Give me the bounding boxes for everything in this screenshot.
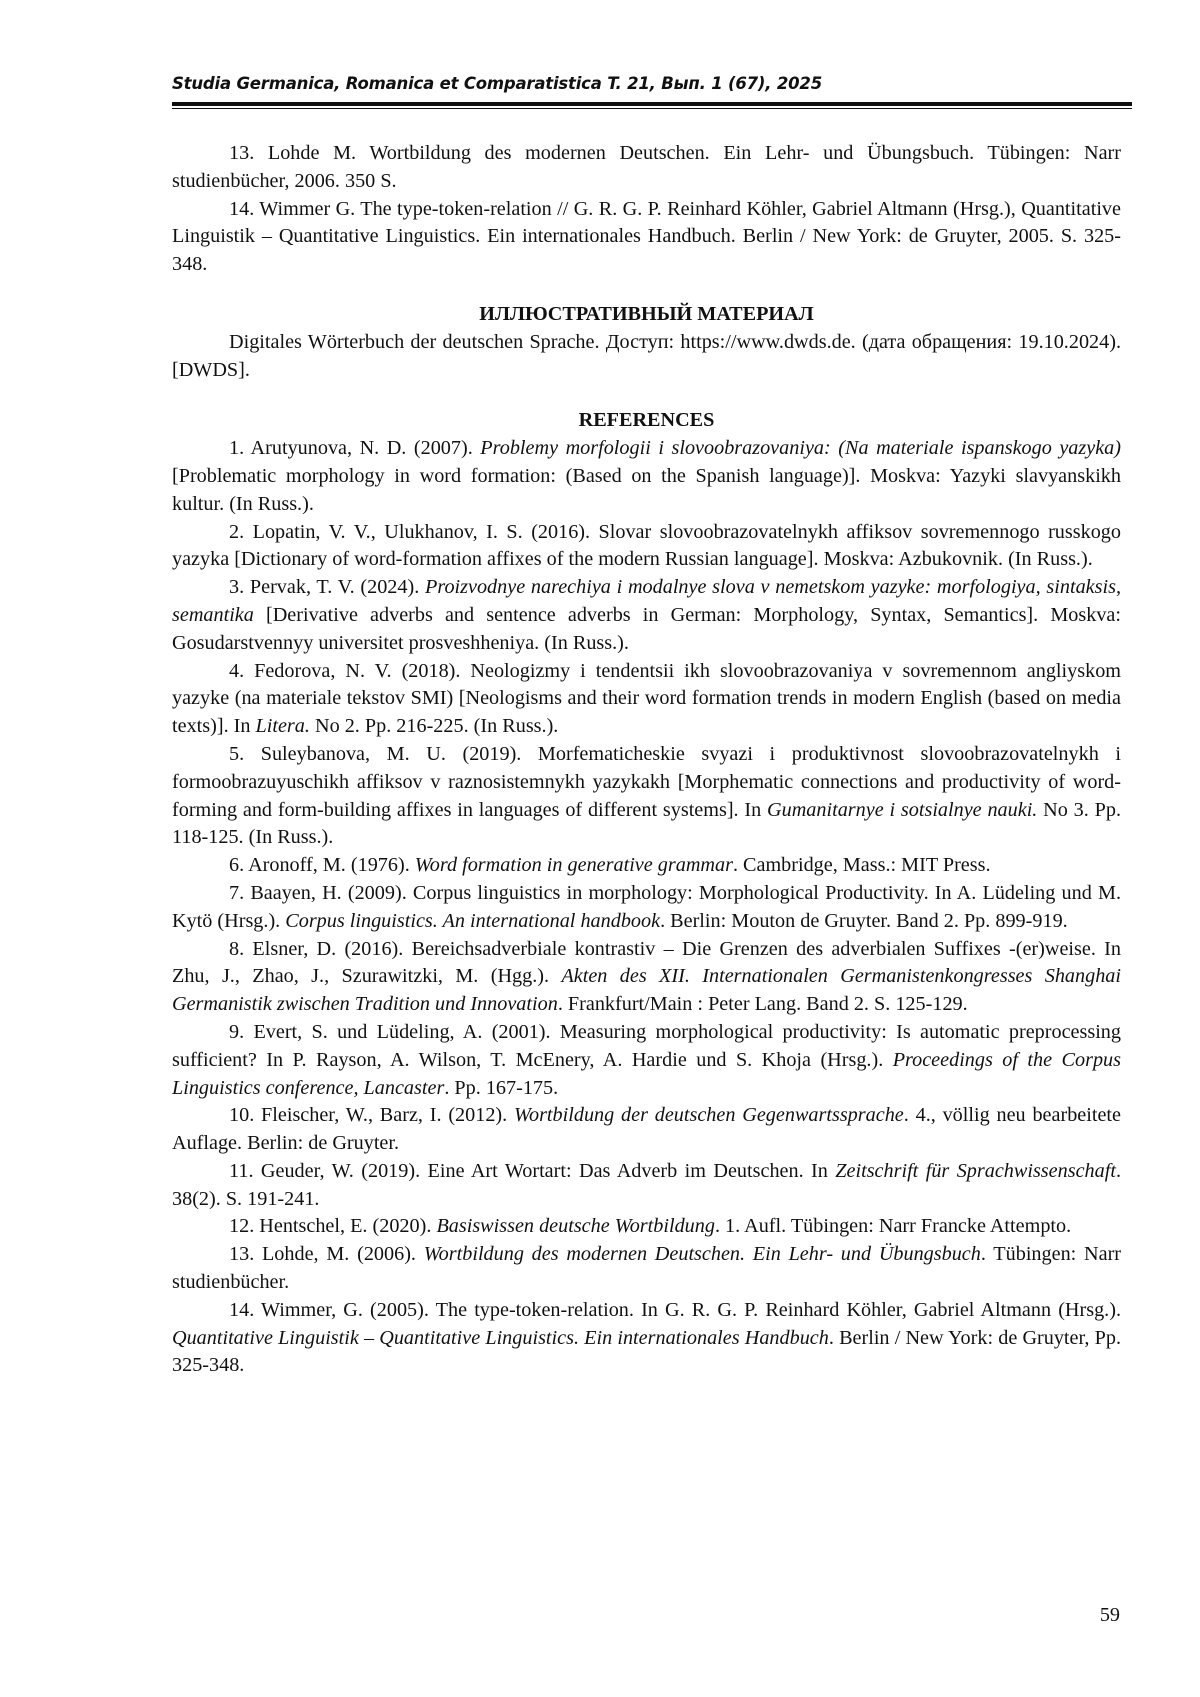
reference-text: . 4., völlig neu bearbeitete Auflage. Berlin: de Gruyter. bbox=[172, 1104, 1121, 1155]
reference-text: 3. Pervak, T. V. (2024). bbox=[229, 576, 425, 599]
reference-title-italic: Word formation in generative grammar bbox=[414, 854, 733, 877]
reference-text: . Berlin / New York: de Gruyter, Pp. 325-348. bbox=[172, 1326, 1121, 1377]
reference-text: . Frankfurt/Main : Peter Lang. Band 2. S. 125-129. bbox=[557, 993, 968, 1016]
reference-text: . Cambridge, Mass.: MIT Press. bbox=[732, 854, 991, 877]
reference-text: 5. Suleybanova, M. U. (2019). Morfematicheskie svyazi i produktivnost slovoobrazovatelnykh i formoobrazuyuschikh affiksov v raznosistemnykh yazykakh [Morphematic connections and productivity of word-forming and form-building affixes in languages of different systems]. In bbox=[172, 742, 1121, 821]
reference-entry bbox=[172, 574, 1121, 657]
reference-text: [Problematic morphology in word formation: (Based on the Spanish language)]. Moskva: Yazyki slavyanskikh kultur. (In Russ.). bbox=[172, 464, 1121, 515]
reference-title-italic: Wortbildung des modernen Deutschen. Ein Lehr- und Übungsbuch bbox=[423, 1243, 981, 1266]
reference-title-italic: Akten des XII. Internationalen Germanistenkongresses Shanghai Germanistik zwischen Tradition und Innovation bbox=[172, 965, 1122, 1016]
reference-text: 11. Geuder, W. (2019). Eine Art Wortart: Das Adverb im Deutschen. In bbox=[229, 1159, 836, 1182]
reference-text: 12. Hentschel, E. (2020). bbox=[229, 1215, 437, 1238]
references-list bbox=[172, 435, 1121, 1380]
page-body bbox=[172, 140, 1121, 1380]
reference-text: 7. Baayen, H. (2009). Corpus linguistics in morphology: Morphological Productivity. In A. Lüdeling und M. Kytö (Hrsg.). bbox=[172, 881, 1121, 932]
illustrative-material-list bbox=[172, 329, 1121, 385]
reference-text: . Berlin: Mouton de Gruyter. Band 2. Pp. 899-919. bbox=[660, 909, 1068, 932]
reference-text: [Derivative adverbs and sentence adverbs in German: Morphology, Syntax, Semantics]. Moskva: Gosudarstvennyy universitet prosveshheniya. (In Russ.). bbox=[172, 603, 1121, 654]
reference-title-italic: Corpus linguistics. An international handbook bbox=[285, 909, 661, 932]
illustrative-material-heading: ИЛЛЮСТРАТИВНЫЙ МАТЕРИАЛ bbox=[479, 302, 814, 325]
reference-entry bbox=[172, 852, 1121, 880]
reference-text: . Tübingen: Narr studienbücher. bbox=[172, 1243, 1122, 1294]
reference-entry bbox=[172, 880, 1121, 936]
reference-title-italic: Proceedings of the Corpus Linguistics conference, Lancaster bbox=[172, 1048, 1122, 1099]
reference-text: . 1. Aufl. Tübingen: Narr Francke Attempto. bbox=[714, 1215, 1072, 1238]
reference-entry bbox=[172, 658, 1121, 741]
reference-title-italic: Quantitative Linguistik – Quantitative Linguistics. Ein internationales Handbuch bbox=[172, 1326, 829, 1349]
reference-title-italic: Proizvodnye narechiya i modalnye slova v nemetskom yazyke: morfologiya, sintaksis, semantika bbox=[172, 576, 1121, 626]
reference-entry bbox=[172, 1102, 1121, 1158]
reference-entry bbox=[172, 936, 1121, 1019]
reference-entry bbox=[172, 1241, 1121, 1297]
reference-text: Digitales Wörterbuch der deutschen Sprache. Доступ: https://www.dwds.de. (дата обращения: 19.10.2024). [DWDS]. bbox=[172, 330, 1121, 381]
reference-entry bbox=[172, 1019, 1121, 1102]
reference-text: 8. Elsner, D. (2016). Bereichsadverbiale kontrastiv – Die Grenzen des adverbialen Suffixes -(er)weise. In Zhu, J., Zhao, J., Szurawitzki, M. (Hgg.). bbox=[172, 937, 1121, 988]
reference-text: 13. Lohde M. Wortbildung des modernen Deutschen. Ein Lehr- und Übungsbuch. Tübingen: Narr studienbücher, 2006. 350 S. bbox=[172, 142, 1121, 192]
reference-text: 10. Fleischer, W., Barz, I. (2012). bbox=[229, 1104, 515, 1127]
page-number: 59 bbox=[1099, 1604, 1120, 1626]
running-head: Studia Germanica, Romanica et Comparatistica T. 21, Вып. 1 (67), 2025 bbox=[172, 74, 822, 93]
reference-text: 14. Wimmer G. The type-token-relation // G. R. G. P. Reinhard Köhler, Gabriel Altmann (Hrsg.), Quantitative Linguistik – Quantitative Linguistics. Ein internationales Handbuch. Berlin / New York: de Gruyter, 2005. S. 325-348. bbox=[172, 197, 1121, 276]
reference-entry bbox=[172, 435, 1121, 518]
reference-text: 1. Arutyunova, N. D. (2007). bbox=[229, 437, 481, 460]
literature-list-continued bbox=[172, 140, 1121, 279]
reference-title-italic: Gumanitarnye i sotsialnye nauki. bbox=[767, 798, 1038, 821]
reference-text: . 38(2). S. 191-241. bbox=[172, 1159, 1121, 1210]
reference-entry bbox=[172, 1297, 1121, 1380]
reference-text: 6. Aronoff, M. (1976). bbox=[229, 854, 415, 877]
reference-entry bbox=[172, 140, 1121, 196]
references-heading: REFERENCES bbox=[578, 409, 715, 432]
reference-title-italic: Litera. bbox=[255, 715, 310, 738]
reference-text: 2. Lopatin, V. V., Ulukhanov, I. S. (2016). Slovar slovoobrazovatelnykh affiksov sovremennogo russkogo yazyka [Dictionary of word-formation affixes of the modern Russian language]. Moskva: Azbukovnik. (In Russ.). bbox=[172, 520, 1121, 571]
reference-text: 14. Wimmer, G. (2005). The type-token-relation. In G. R. G. P. Reinhard Köhler, Gabriel Altmann (Hrsg.). bbox=[229, 1298, 1121, 1321]
reference-text: 9. Evert, S. und Lüdeling, A. (2001). Measuring morphological productivity: Is automatic preprocessing sufficient? In P. Rayson, A. Wilson, T. McEnery, A. Hardie und S. Khoja (Hrsg.). bbox=[172, 1020, 1121, 1071]
reference-text: 4. Fedorova, N. V. (2018). Neologizmy i tendentsii ikh slovoobrazovaniya v sovremennom angliyskom yazyke (na materiale tekstov SMI) [Neologisms and their word formation trends in modern English (based on media texts)]. In bbox=[172, 659, 1121, 738]
reference-entry bbox=[172, 1213, 1121, 1241]
reference-text: No 2. Pp. 216-225. (In Russ.). bbox=[309, 715, 559, 738]
reference-text: . Pp. 167-175. bbox=[444, 1076, 559, 1099]
reference-entry bbox=[172, 519, 1121, 575]
reference-entry bbox=[172, 1158, 1121, 1214]
reference-title-italic: Problemy morfologii i slovoobrazovaniya: (Na materiale ispanskogo yazyka) bbox=[480, 437, 1121, 460]
reference-entry bbox=[172, 329, 1121, 385]
reference-entry bbox=[172, 196, 1121, 279]
reference-title-italic: Zeitschrift für Sprachwissenschaft bbox=[835, 1159, 1116, 1182]
reference-text: 13. Lohde, M. (2006). bbox=[229, 1243, 424, 1266]
reference-text: No 3. Pp. 118-125. (In Russ.). bbox=[172, 798, 1121, 849]
reference-title-italic: Wortbildung der deutschen Gegenwartssprache bbox=[514, 1104, 904, 1127]
reference-title-italic: Basiswissen deutsche Wortbildung bbox=[436, 1215, 715, 1238]
reference-entry bbox=[172, 741, 1121, 852]
header-rule-thick bbox=[172, 102, 1132, 106]
header-rule-thin bbox=[172, 108, 1132, 109]
